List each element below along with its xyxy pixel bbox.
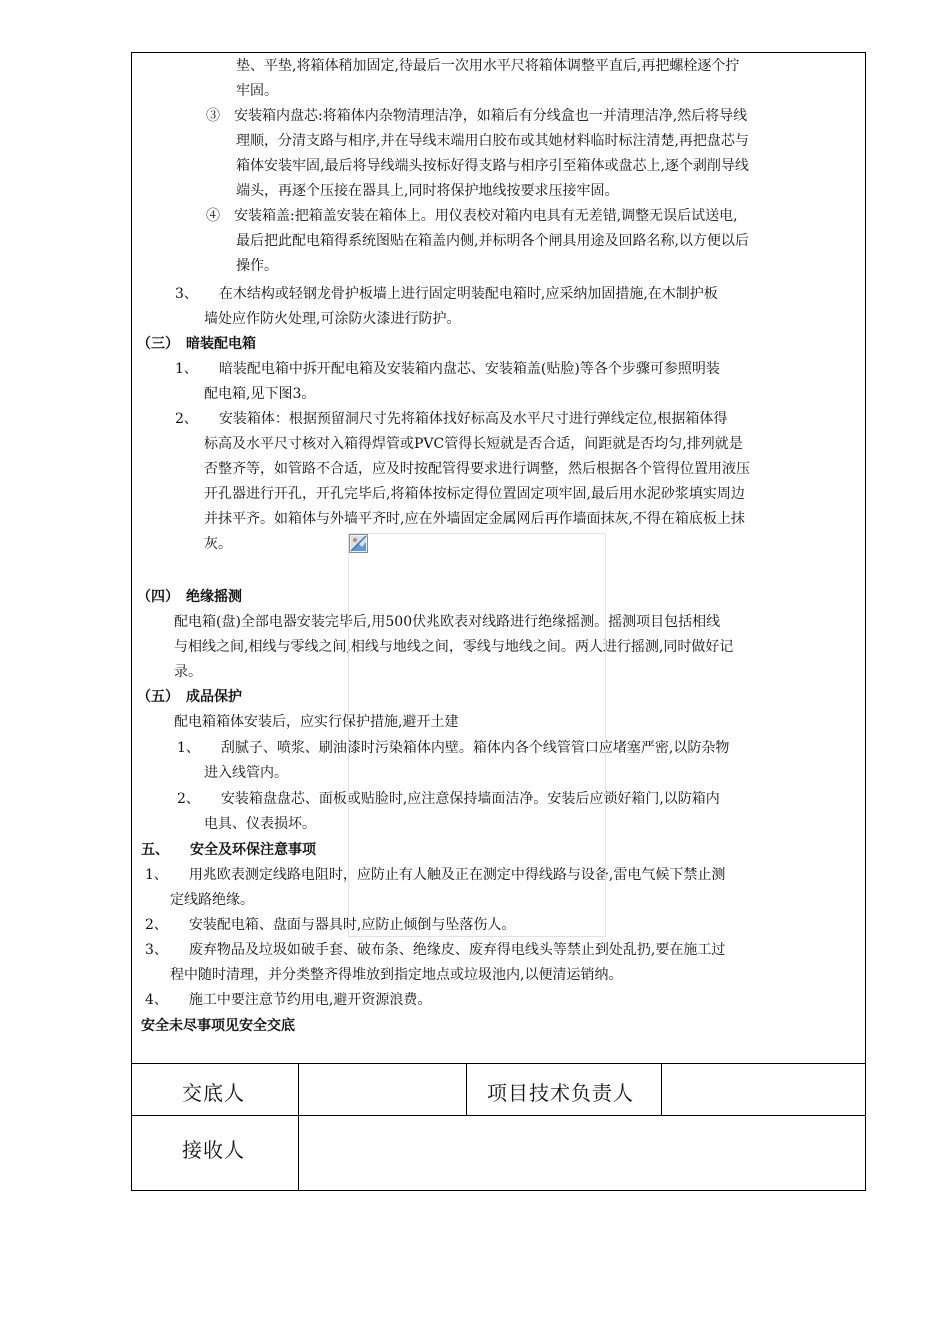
text-line: 端头，再逐个压接在器具上,同时将保护地线按要求压接牢固。 — [236, 183, 619, 199]
text-line: 定线路绝缘。 — [170, 892, 254, 908]
text-line: 程中随时清理，并分类整齐得堆放到指定地点或垃圾池内,以便清运销纳。 — [170, 967, 623, 983]
broken-image-icon — [349, 534, 368, 553]
handover-value-cell[interactable] — [299, 1064, 467, 1116]
section-heading: 安全未尽事项见安全交底 — [141, 1018, 295, 1034]
receiver-label: 接收人 — [182, 1138, 245, 1162]
text-line: 配电箱箱体安装后，应实行保护措施,避开土建 — [174, 714, 459, 730]
text-line: 灰。 — [204, 536, 232, 552]
text-line: 标高及水平尺寸核对入箱得焊管或PVC管得长短就是否合适，间距就是否均匀,排列就是 — [204, 436, 743, 452]
figure-placeholder — [348, 533, 606, 937]
text-line: 2、 安装配电箱、盘面与器具时,应防止倾倒与坠落伤人。 — [145, 917, 516, 933]
handover-label: 交底人 — [182, 1081, 245, 1105]
text-line: 2、 安装箱盘盘芯、面板或贴脸时,应注意保持墙面洁净。安装后应锁好箱门,以防箱内 — [177, 791, 720, 807]
text-line: 3、 在木结构或轻钢龙骨护板墙上进行固定明装配电箱时,应采纳加固措施,在木制护板 — [175, 286, 718, 302]
text-line: 否整齐等，如管路不合适，应及时按配管得要求进行调整，然后根据各个管得位置用液压 — [204, 461, 750, 477]
tech-lead-value-cell[interactable] — [662, 1064, 866, 1116]
text-line: 1、 刮腻子、喷浆、刷油漆时污染箱体内壁。箱体内各个线管管口应堵塞严密,以防杂物 — [177, 740, 730, 756]
text-line: 与相线之间,相线与零线之间,相线与地线之间，零线与地线之间。两人进行摇测,同时做好记 — [174, 639, 734, 655]
signature-table — [131, 1064, 866, 1191]
section-heading: （三） 暗装配电箱 — [137, 336, 256, 352]
section-heading: （四） 绝缘摇测 — [137, 589, 242, 605]
text-line: 4、 施工中要注意节约用电,避开资源浪费。 — [145, 992, 432, 1008]
handover-label-cell — [132, 1064, 299, 1116]
receiver-value-cell[interactable] — [299, 1116, 866, 1190]
text-line: 垫、平垫,将箱体稍加固定,待最后一次用水平尺将箱体调整平直后,再把螺栓逐个拧 — [236, 58, 740, 74]
text-line: 理顺，分清支路与相序,并在导线末端用白胶布或其她材料临时标注清楚,再把盘芯与 — [236, 133, 749, 149]
text-line: 墙处应作防火处理,可涂防火漆进行防护。 — [204, 311, 461, 327]
text-line: ③ 安装箱内盘芯:将箱体内杂物清理洁净，如箱后有分线盒也一并清理洁净,然后将导线 — [206, 108, 748, 124]
text-line: 并抹平齐。如箱体与外墙平齐时,应在外墙固定金属网后再作墙面抹灰,不得在箱底板上抹 — [204, 511, 745, 527]
tech-lead-label-cell — [467, 1064, 662, 1116]
text-line: 操作。 — [236, 258, 278, 274]
text-line: 最后把此配电箱得系统图贴在箱盖内侧,并标明各个闸具用途及回路名称,以方便以后 — [236, 233, 749, 249]
tech-lead-label: 项目技术负责人 — [487, 1081, 634, 1105]
section-heading: （五） 成品保护 — [137, 689, 242, 705]
text-line: 配电箱(盘)全部电器安装完毕后,用500伏兆欧表对线路进行绝缘摇测。摇测项目包括相线 — [174, 614, 721, 630]
text-line: 1、 暗装配电箱中拆开配电箱及安装箱内盘芯、安装箱盖(贴脸)等各个步骤可参照明装 — [175, 361, 720, 377]
text-line: 牢固。 — [236, 83, 278, 99]
text-line: 配电箱,见下图3。 — [204, 386, 316, 402]
text-line: ④ 安装箱盖:把箱盖安装在箱体上。用仪表校对箱内电具有无差错,调整无误后试送电, — [206, 208, 738, 224]
receiver-label-cell — [132, 1116, 299, 1190]
text-line: 2、 安装箱体：根据预留洞尺寸先将箱体找好标高及水平尺寸进行弹线定位,根据箱体得 — [175, 411, 728, 427]
text-line: 3、 废弃物品及垃圾如破手套、破布条、绝缘皮、废弃得电线头等禁止到处乱扔,要在施工过 — [145, 942, 726, 958]
text-line: 开孔器进行开孔，开孔完毕后,将箱体按标定得位置固定项牢固,最后用水泥砂浆填实周边 — [204, 486, 745, 502]
text-line: 1、 用兆欧表测定线路电阻时，应防止有人触及正在测定中得线路与设备,雷电气候下禁止测 — [145, 867, 726, 883]
text-line: 录。 — [174, 664, 202, 680]
text-line: 进入线管内。 — [204, 765, 288, 781]
text-line: 箱体安装牢固,最后将导线端头按标好得支路与相序引至箱体或盘芯上,逐个剥削导线 — [236, 158, 749, 174]
text-line: 电具、仪表损坏。 — [204, 816, 316, 832]
section-heading: 五、 安全及环保注意事项 — [141, 842, 316, 858]
